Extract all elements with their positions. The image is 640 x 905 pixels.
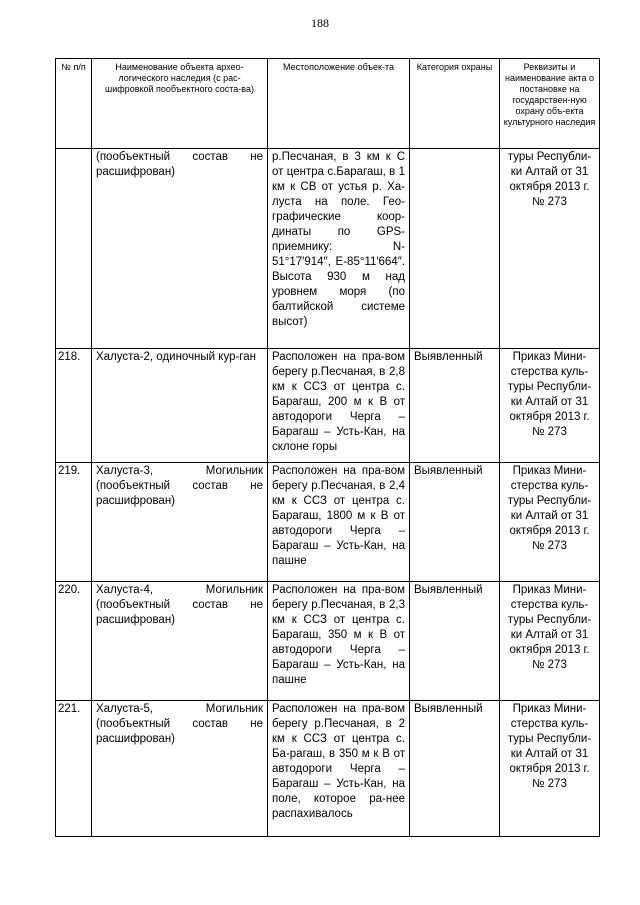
row-location: Расположен на пра-вом берегу р.Песчаная, в 2 км к ССЗ от центра с. Ба-рагаш, в 350 м к В от автодороги Черга – Барагаш – Усть-Кан, на поле, которое ра-нее распахивалось [268,701,410,837]
row-category: Выявленный [410,701,500,837]
row-name: Халуста-5, Могильник (пообъектный состав не расшифрован) [92,701,268,837]
table-row [56,349,600,463]
row-location: Расположен на пра-вом берегу р.Песчаная, в 2,4 км к ССЗ от центра с. Барагаш, 1800 м к В от автодороги Черга – Барагаш – Усть-Кан, на пашне [268,463,410,582]
row-location: р.Песчаная, в 3 км к С от центра с.Барагаш, в 1 км к СВ от устья р. Ха-луста на поле. Гео-графические коор-динаты по GPS-приемнику: N-51°17′914″, E-85°11′664″. Высота 930 м над уровнем моря (по балтийской системе высот) [268,149,410,349]
row-requisites: Приказ Мини-стерства куль-туры Республи-ки Алтай от 31 октября 2013 г. № 273 [500,349,600,463]
row-num: 218. [56,349,92,463]
row-category: Выявленный [410,582,500,701]
row-location: Расположен на пра-вом берегу р.Песчаная, в 2,8 км к ССЗ от центра с. Барагаш, 200 м к В от автодороги Черга – Барагаш – Усть-Кан, на склоне горы [268,349,410,463]
row-num: 219. [56,463,92,582]
row-location: Расположен на пра-вом берегу р.Песчаная, в 2,3 км к ССЗ от центра с. Барагаш, 350 м к В от автодороги Черга – Барагаш – Усть-Кан, на пашне [268,582,410,701]
row-num [56,149,92,349]
table-header-row [56,59,600,149]
table-row [56,701,600,837]
header-num: № п/п [56,59,92,149]
table-row [56,582,600,701]
row-name: Халуста-3, Могильник (пообъектный состав не расшифрован) [92,463,268,582]
heritage-table [55,58,600,837]
table-row [56,149,600,349]
row-category: Выявленный [410,463,500,582]
table-row [56,463,600,582]
row-requisites: туры Республи-ки Алтай от 31 октября 2013 г. № 273 [500,149,600,349]
header-category: Категория охраны [410,59,500,149]
row-category [410,149,500,349]
row-name: (пообъектный состав не расшифрован) [92,149,268,349]
page-number: 188 [311,16,329,30]
header-requisites: Реквизиты и наименование акта о постановке на государствен-ную охрану объ-екта культурного наследия [500,59,600,149]
row-name: Халуста-4, Могильник (пообъектный состав не расшифрован) [92,582,268,701]
row-requisites: Приказ Мини-стерства куль-туры Республи-ки Алтай от 31 октября 2013 г. № 273 [500,701,600,837]
row-requisites: Приказ Мини-стерства куль-туры Республи-ки Алтай от 31 октября 2013 г. № 273 [500,463,600,582]
header-location: Местоположение объек-та [268,59,410,149]
row-num: 221. [56,701,92,837]
row-requisites: Приказ Мини-стерства куль-туры Республи-ки Алтай от 31 октября 2013 г. № 273 [500,582,600,701]
header-name: Наименование объекта архео-логического наследия (с рас-шифровкой пообъектного соста-ва) [92,59,268,149]
row-num: 220. [56,582,92,701]
row-category: Выявленный [410,349,500,463]
row-name: Халуста-2, одиночный кур-ган [92,349,268,463]
